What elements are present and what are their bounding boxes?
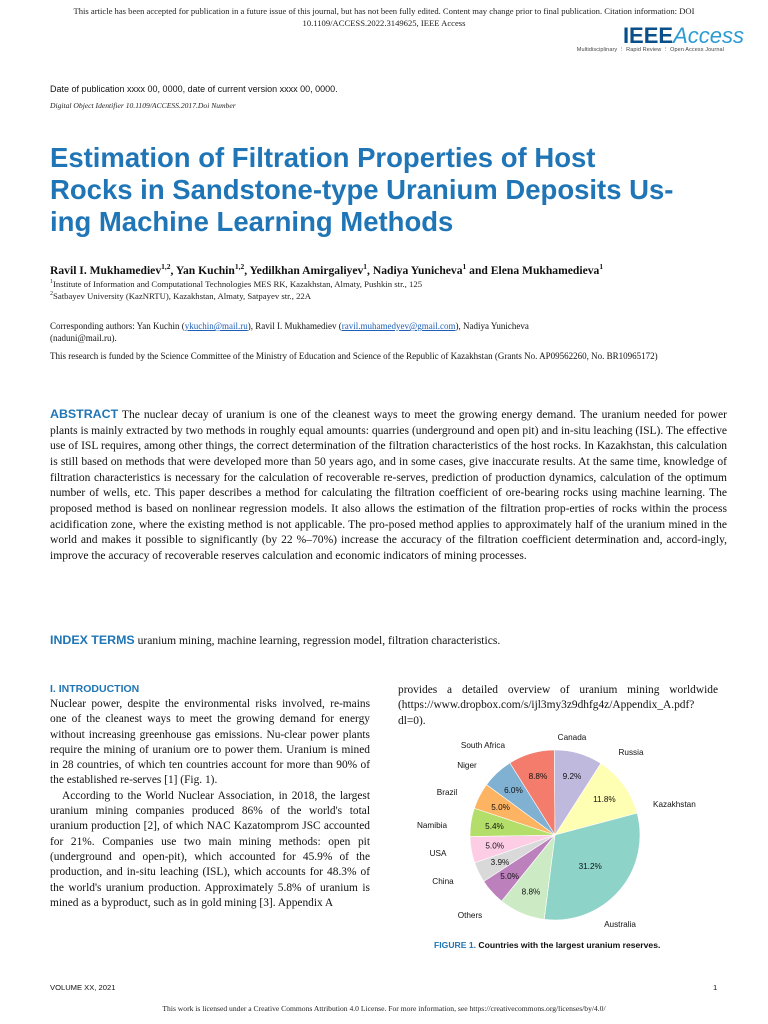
pie-value-label: 5.0% xyxy=(485,841,505,851)
section-heading-introduction: I. INTRODUCTION xyxy=(50,683,140,695)
logo-access: Access xyxy=(673,23,744,48)
affiliation-2-text: Satbayev University (KazNRTU), Kazakhstan, Almaty, Satpayev str., 22A xyxy=(53,291,312,301)
pie-value-label: 5.0% xyxy=(500,872,519,881)
pie-value-label: 5.4% xyxy=(485,821,504,831)
pie-value-label: 5.0% xyxy=(491,802,510,812)
paper-title xyxy=(50,142,730,238)
pie-category-label: Niger xyxy=(457,761,477,770)
index-terms-text: uranium mining, machine learning, regression model, filtration characteristics. xyxy=(137,635,501,647)
corr-line2: (naduni@mail.ru). xyxy=(50,333,117,343)
email-link-mukhamediev[interactable]: ravil.muhamedyev@gmail.com xyxy=(341,321,456,331)
author-list xyxy=(50,262,730,277)
figure-caption-text: Countries with the largest uranium reserves. xyxy=(478,940,661,950)
index-terms-label: INDEX TERMS xyxy=(50,633,135,647)
affiliation-1-num: 1 xyxy=(50,279,53,286)
author-name: Nadiya Yunicheva xyxy=(372,263,463,277)
logo-ieee: IEEE xyxy=(622,23,674,48)
email-link-kuchin[interactable]: ykuchin@mail.ru xyxy=(184,321,248,331)
author-name: Yan Kuchin xyxy=(175,263,235,277)
pie-value-label: 31.2% xyxy=(578,861,602,871)
title-line-1: Estimation of Filtration Properties of Host xyxy=(50,142,596,173)
figure-label: FIGURE 1. xyxy=(434,940,477,950)
author-affiliation-sup: 1,2 xyxy=(161,262,171,271)
top-notice-line1: This article has been accepted for publication in a future issue of this journal, but has not been fully edited. Content may change prior to final publication. Citation information: DOI xyxy=(73,6,695,16)
pie-category-label: Russia xyxy=(618,748,644,757)
ieee-access-logo xyxy=(623,24,744,48)
affiliation-2-num: 2 xyxy=(50,291,53,298)
author-affiliation-sup: 1,2 xyxy=(234,262,245,271)
figure-caption xyxy=(434,940,660,950)
pie-category-label: Canada xyxy=(557,733,587,742)
author-name: Elena Mukhamedieva xyxy=(490,263,600,277)
author-name: Ravil I. Mukhamediev xyxy=(50,263,162,277)
logo-tagline: Multidisciplinary ⋮ Rapid Review ⋮ Open Access Journal xyxy=(576,47,724,53)
pie-value-label: 3.9% xyxy=(490,857,510,867)
author-separator: , xyxy=(367,263,373,277)
pie-value-label: 8.8% xyxy=(528,772,548,782)
pie-category-label: Australia xyxy=(604,920,636,929)
license-notice: This work is licensed under a Creative Commons Attribution 4.0 License. For more information, see https://creativecommons.org/licenses/by/4.0/ xyxy=(162,1004,606,1013)
intro-left-column xyxy=(50,697,370,911)
index-terms xyxy=(50,633,740,647)
footer-page-number: 1 xyxy=(713,983,718,992)
top-notice-line2: 10.1109/ACCESS.2022.3149625, IEEE Access xyxy=(302,18,466,28)
intro-paragraph-2: According to the World Nuclear Association, in 2018, the largest uranium mining companies produced 86% of the world's total uranium production [2], of which NAC Kazatomprom JSC accounted for 21%. Companies use two main mining methods: open pit (underground and open-pit), which accounted for 45.9% of the production, and in-situ leaching (ISL), which accounts for 48.3% of the world's uranium production. Approximately 5.8% of uranium is mined as a byproduct, such as in gold mining [3]. Appendix A xyxy=(50,789,370,909)
pie-category-label: South Africa xyxy=(460,741,506,750)
author-affiliation-sup: 1 xyxy=(363,262,368,271)
pie-value-label: 9.2% xyxy=(562,772,582,782)
corr-prefix: Corresponding authors: Yan Kuchin ( xyxy=(50,321,185,331)
author-affiliation-sup: 1 xyxy=(462,262,467,271)
pie-category-label: Brazil xyxy=(436,788,458,797)
author-name: Yedilkhan Amirgaliyev xyxy=(249,263,364,277)
affiliation-2 xyxy=(50,291,730,301)
abstract xyxy=(50,407,727,565)
author-separator: , xyxy=(170,263,176,277)
title-line-2: Rocks in Sandstone-type Uranium Deposits Us- xyxy=(50,174,674,205)
corr-mid: ), Ravil I. Mukhamediev ( xyxy=(247,321,342,331)
doi-line: Digital Object Identifier 10.1109/ACCESS.2017.Doi Number xyxy=(50,101,236,110)
author-affiliation-sup: 1 xyxy=(599,262,604,271)
pie-category-label: USA xyxy=(429,849,447,858)
intro-right-text: provides a detailed overview of uranium mining worldwide (https://www.dropbox.com/s/ijl3my3z9dhfg4z/Appendix_A.pdf?dl=0). xyxy=(398,684,718,727)
affiliation-1 xyxy=(50,279,730,289)
pie-category-label: Kazakhstan xyxy=(653,800,696,809)
abstract-text: The nuclear decay of uranium is one of the cleanest ways to meet the growing energy demand. The uranium needed for power plants is mainly extracted by two methods in roughly equal amounts: quarries (underground and open pit) and in-situ leaching (ISL). The effective use of ISL requires, among other things, the correct determination of the filtration characteristics of the host rocks. In Kazakhstan, this calculation is still based on methods that were developed more than 50 years ago, and in some cases, give inaccurate results. At the same time, knowledge of filtration characteristics is necessary for the calculation of recoverable re-serves, prediction of production dynamics, calculation of the optimum number of wells, etc. This paper describes a method for calculating the filtration coefficient of ore-bearing rocks using machine learning. The proposed method is based on nonlinear regression models. It also allows the estimation of the filtration prop-erties of rocks within the process acidification zone, where the existing method is not applicable. The pro-posed method applies to approximately half of the uranium mined in the world and makes it possible to significantly (by 22 %–70%) increase the accuracy of the filtration coefficient determination and, accord-ingly, improve the accuracy of recoverable reserves calculation and economic indicators of mining processes. xyxy=(50,409,727,562)
pie-category-label: Others xyxy=(457,911,483,920)
affiliation-1-text: Institute of Information and Computational Technologies MES RK, Kazakhstan, Almaty, Pushkin str., 125 xyxy=(53,279,423,289)
publication-date: Date of publication xxxx 00, 0000, date of current version xxxx 00, 0000. xyxy=(50,84,338,94)
pie-value-label: 8.8% xyxy=(521,887,541,897)
intro-paragraph-1: Nuclear power, despite the environmental risks involved, re-mains one of the cleanest ways to meet the growing demand for energy without increasing greenhouse gas emissions. Nu-clear power plants require the mining of uranium ore to power them. Uranium is mined in 28 countries, of which ten countries account for more than 90% of the established re-serves [1] (Fig. 1). xyxy=(50,698,370,787)
author-separator: and xyxy=(466,263,491,277)
pie-category-label: China xyxy=(432,877,454,886)
title-line-3: ing Machine Learning Methods xyxy=(50,206,454,237)
pie-value-label: 6.0% xyxy=(504,786,523,796)
corr-suffix: ), Nadiya Yunicheva xyxy=(455,321,529,331)
pie-category-label: Namibia xyxy=(416,821,448,830)
uranium-reserves-pie-chart xyxy=(395,728,715,933)
funding-note: This research is funded by the Science Committee of the Ministry of Education and Science of the Republic of Kazakhstan (Grants No. AP09562260, No. BR10965172) xyxy=(50,351,658,361)
corresponding-authors xyxy=(50,320,730,344)
author-separator: , xyxy=(244,263,250,277)
footer-volume: VOLUME XX, 2021 xyxy=(50,983,116,992)
abstract-label: ABSTRACT xyxy=(50,407,119,421)
pie-value-label: 11.8% xyxy=(593,794,616,804)
